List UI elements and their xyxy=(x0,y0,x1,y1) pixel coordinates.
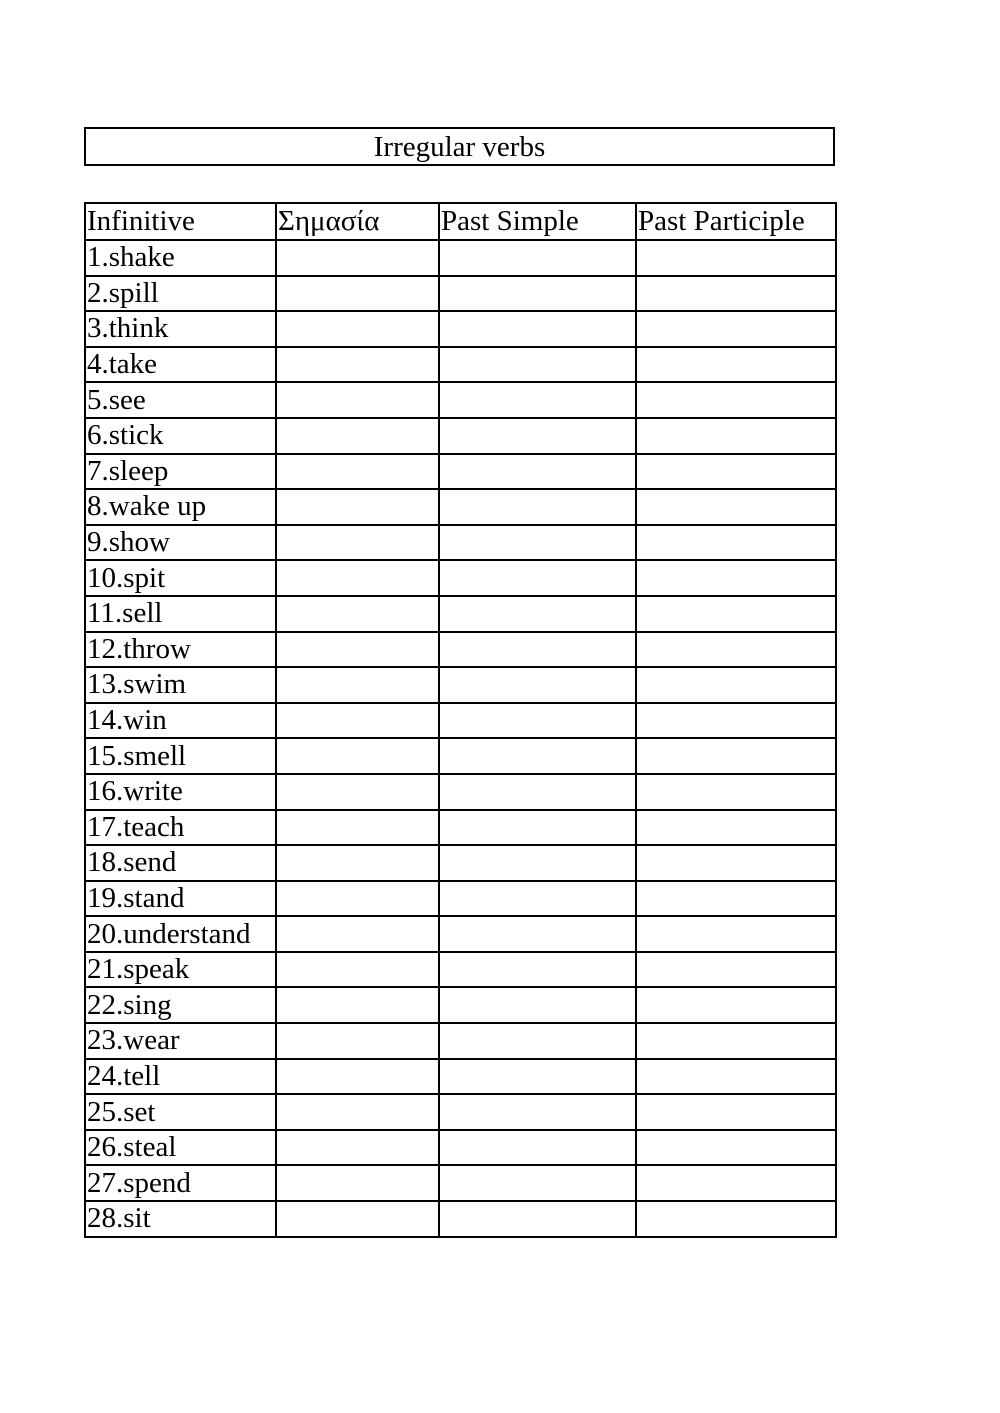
past-simple-cell[interactable] xyxy=(439,810,636,846)
infinitive-cell: 24.tell xyxy=(85,1059,276,1095)
past-participle-cell[interactable] xyxy=(636,418,836,454)
table-row xyxy=(85,810,836,846)
infinitive-cell: 26.steal xyxy=(85,1130,276,1166)
infinitive-cell: 10.spit xyxy=(85,560,276,596)
past-simple-cell[interactable] xyxy=(439,418,636,454)
past-participle-cell[interactable] xyxy=(636,276,836,312)
meaning-cell[interactable] xyxy=(276,1059,439,1095)
table-row xyxy=(85,881,836,917)
meaning-cell[interactable] xyxy=(276,632,439,668)
past-participle-cell[interactable] xyxy=(636,703,836,739)
meaning-cell[interactable] xyxy=(276,596,439,632)
past-simple-cell[interactable] xyxy=(439,881,636,917)
meaning-cell[interactable] xyxy=(276,703,439,739)
past-simple-cell[interactable] xyxy=(439,1094,636,1130)
worksheet-title: Irregular verbs xyxy=(84,127,835,166)
meaning-cell[interactable] xyxy=(276,489,439,525)
infinitive-cell: 25.set xyxy=(85,1094,276,1130)
meaning-cell[interactable] xyxy=(276,1094,439,1130)
meaning-cell[interactable] xyxy=(276,311,439,347)
infinitive-cell: 13.swim xyxy=(85,667,276,703)
table-row xyxy=(85,311,836,347)
meaning-cell[interactable] xyxy=(276,1023,439,1059)
infinitive-cell: 16.write xyxy=(85,774,276,810)
past-simple-cell[interactable] xyxy=(439,489,636,525)
past-simple-cell[interactable] xyxy=(439,667,636,703)
past-simple-cell[interactable] xyxy=(439,987,636,1023)
meaning-cell[interactable] xyxy=(276,845,439,881)
infinitive-cell: 6.stick xyxy=(85,418,276,454)
infinitive-cell: 3.think xyxy=(85,311,276,347)
table-row xyxy=(85,774,836,810)
meaning-cell[interactable] xyxy=(276,560,439,596)
infinitive-cell: 1.shake xyxy=(85,240,276,276)
table-row xyxy=(85,276,836,312)
column-header-infinitive: Infinitive xyxy=(85,203,276,240)
table-body xyxy=(85,240,836,1237)
table-row xyxy=(85,667,836,703)
table-row xyxy=(85,987,836,1023)
column-header-meaning: Σημασία xyxy=(276,203,439,240)
past-participle-cell[interactable] xyxy=(636,774,836,810)
infinitive-cell: 7.sleep xyxy=(85,454,276,490)
past-participle-cell[interactable] xyxy=(636,1023,836,1059)
past-participle-cell[interactable] xyxy=(636,738,836,774)
past-simple-cell[interactable] xyxy=(439,454,636,490)
table-header-row xyxy=(85,203,836,240)
meaning-cell[interactable] xyxy=(276,667,439,703)
meaning-cell[interactable] xyxy=(276,1201,439,1237)
table-row xyxy=(85,632,836,668)
meaning-cell[interactable] xyxy=(276,774,439,810)
table-row xyxy=(85,916,836,952)
column-header-past-simple: Past Simple xyxy=(439,203,636,240)
past-participle-cell[interactable] xyxy=(636,454,836,490)
past-participle-cell[interactable] xyxy=(636,347,836,383)
past-simple-cell[interactable] xyxy=(439,1165,636,1201)
infinitive-cell: 5.see xyxy=(85,382,276,418)
table-row xyxy=(85,454,836,490)
infinitive-cell: 19.stand xyxy=(85,881,276,917)
meaning-cell[interactable] xyxy=(276,525,439,561)
infinitive-cell: 22.sing xyxy=(85,987,276,1023)
table-row xyxy=(85,1094,836,1130)
meaning-cell[interactable] xyxy=(276,916,439,952)
infinitive-cell: 14.win xyxy=(85,703,276,739)
table-row xyxy=(85,525,836,561)
meaning-cell[interactable] xyxy=(276,240,439,276)
past-participle-cell[interactable] xyxy=(636,987,836,1023)
past-simple-cell[interactable] xyxy=(439,703,636,739)
infinitive-cell: 27.spend xyxy=(85,1165,276,1201)
past-participle-cell[interactable] xyxy=(636,240,836,276)
past-participle-cell[interactable] xyxy=(636,845,836,881)
table-row xyxy=(85,596,836,632)
past-simple-cell[interactable] xyxy=(439,632,636,668)
table-row xyxy=(85,703,836,739)
past-simple-cell[interactable] xyxy=(439,738,636,774)
meaning-cell[interactable] xyxy=(276,382,439,418)
past-simple-cell[interactable] xyxy=(439,1201,636,1237)
infinitive-cell: 18.send xyxy=(85,845,276,881)
past-simple-cell[interactable] xyxy=(439,1130,636,1166)
irregular-verbs-table xyxy=(84,202,837,1238)
past-simple-cell[interactable] xyxy=(439,560,636,596)
infinitive-cell: 28.sit xyxy=(85,1201,276,1237)
past-simple-cell[interactable] xyxy=(439,1023,636,1059)
past-simple-cell[interactable] xyxy=(439,952,636,988)
meaning-cell[interactable] xyxy=(276,1165,439,1201)
past-participle-cell[interactable] xyxy=(636,1094,836,1130)
infinitive-cell: 20.understand xyxy=(85,916,276,952)
table-row xyxy=(85,1201,836,1237)
table-row xyxy=(85,382,836,418)
past-simple-cell[interactable] xyxy=(439,276,636,312)
column-header-past-participle: Past Participle xyxy=(636,203,836,240)
meaning-cell[interactable] xyxy=(276,454,439,490)
infinitive-cell: 9.show xyxy=(85,525,276,561)
past-simple-cell[interactable] xyxy=(439,774,636,810)
infinitive-cell: 8.wake up xyxy=(85,489,276,525)
table-row xyxy=(85,347,836,383)
past-participle-cell[interactable] xyxy=(636,632,836,668)
infinitive-cell: 21.speak xyxy=(85,952,276,988)
past-participle-cell[interactable] xyxy=(636,1059,836,1095)
past-simple-cell[interactable] xyxy=(439,382,636,418)
past-simple-cell[interactable] xyxy=(439,311,636,347)
past-participle-cell[interactable] xyxy=(636,1165,836,1201)
past-participle-cell[interactable] xyxy=(636,596,836,632)
table-row xyxy=(85,560,836,596)
past-simple-cell[interactable] xyxy=(439,347,636,383)
meaning-cell[interactable] xyxy=(276,952,439,988)
infinitive-cell: 4.take xyxy=(85,347,276,383)
meaning-cell[interactable] xyxy=(276,881,439,917)
infinitive-cell: 11.sell xyxy=(85,596,276,632)
table-row xyxy=(85,489,836,525)
past-participle-cell[interactable] xyxy=(636,810,836,846)
table-row xyxy=(85,1023,836,1059)
table-row xyxy=(85,1130,836,1166)
infinitive-cell: 2.spill xyxy=(85,276,276,312)
meaning-cell[interactable] xyxy=(276,738,439,774)
infinitive-cell: 12.throw xyxy=(85,632,276,668)
past-participle-cell[interactable] xyxy=(636,952,836,988)
past-simple-cell[interactable] xyxy=(439,240,636,276)
past-participle-cell[interactable] xyxy=(636,560,836,596)
infinitive-cell: 17.teach xyxy=(85,810,276,846)
past-participle-cell[interactable] xyxy=(636,916,836,952)
past-simple-cell[interactable] xyxy=(439,845,636,881)
infinitive-cell: 23.wear xyxy=(85,1023,276,1059)
table-row xyxy=(85,240,836,276)
past-participle-cell[interactable] xyxy=(636,382,836,418)
meaning-cell[interactable] xyxy=(276,276,439,312)
past-participle-cell[interactable] xyxy=(636,525,836,561)
infinitive-cell: 15.smell xyxy=(85,738,276,774)
past-simple-cell[interactable] xyxy=(439,596,636,632)
table-row xyxy=(85,418,836,454)
past-participle-cell[interactable] xyxy=(636,311,836,347)
past-participle-cell[interactable] xyxy=(636,1201,836,1237)
table-row xyxy=(85,1165,836,1201)
past-simple-cell[interactable] xyxy=(439,1059,636,1095)
past-simple-cell[interactable] xyxy=(439,525,636,561)
past-participle-cell[interactable] xyxy=(636,881,836,917)
table-row xyxy=(85,1059,836,1095)
meaning-cell[interactable] xyxy=(276,987,439,1023)
meaning-cell[interactable] xyxy=(276,810,439,846)
past-participle-cell[interactable] xyxy=(636,667,836,703)
table-row xyxy=(85,952,836,988)
past-simple-cell[interactable] xyxy=(439,916,636,952)
table-row xyxy=(85,845,836,881)
table-row xyxy=(85,738,836,774)
meaning-cell[interactable] xyxy=(276,418,439,454)
meaning-cell[interactable] xyxy=(276,1130,439,1166)
meaning-cell[interactable] xyxy=(276,347,439,383)
past-participle-cell[interactable] xyxy=(636,489,836,525)
past-participle-cell[interactable] xyxy=(636,1130,836,1166)
